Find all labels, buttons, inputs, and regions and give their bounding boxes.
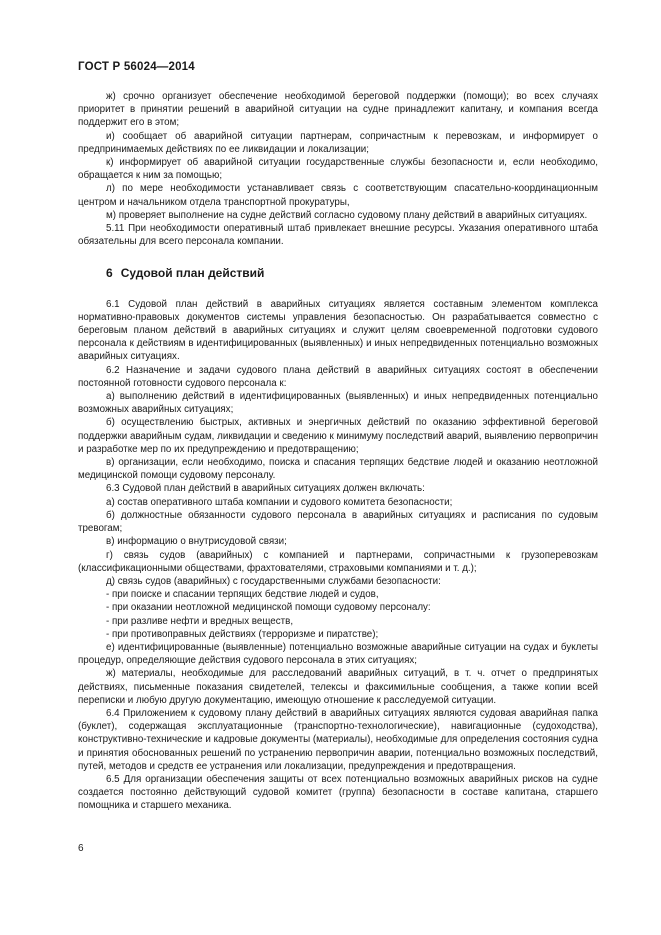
paragraph: 5.11 При необходимости оперативный штаб привлекает внешние ресурсы. Указания оперативного штаба обязательны для всего персонала компании.: [78, 223, 598, 248]
document-header: ГОСТ Р 56024—2014: [78, 61, 195, 73]
dash-list-item: - при разливе нефти и вредных веществ,: [106, 615, 294, 627]
paragraph: л) по мере необходимости устанавливает связь с соответствующим спасательно-координационным центром и начальником отдела транспортной прокуратуры,: [78, 183, 598, 208]
paragraph: е) идентифицированные (выявленные) потенциально возможные аварийные ситуации на судах и буклеты процедур, определяющие действия судового персонала в этих ситуациях;: [78, 641, 598, 667]
paragraph: ж) материалы, необходимые для расследований аварийных ситуаций, в т. ч. отчет о предпринятых действиях, письменные показания свидетелей, телексы и факсимильные сообщения, а также копии всей переписки и любую другую документацию, имеющую отношение к расследуемой ситуации.: [78, 668, 598, 706]
section-title: Судовой план действий: [120, 266, 265, 281]
paragraph: г) связь судов (аварийных) с компанией и партнерами, сопричастными к грузоперевозкам (классификационными обществами, фрахтователями, страховыми компаниями и т. д.);: [78, 549, 598, 574]
paragraph: к) информирует об аварийной ситуации государственные службы безопасности и, если необходимо, обращается к ним за помощью;: [78, 157, 598, 182]
paragraph: в) информацию о внутрисудовой связи;: [106, 536, 287, 548]
paragraph: м) проверяет выполнение на судне действий согласно судовому плану действий в аварийных ситуациях.: [106, 209, 588, 221]
paragraph: а) состав оперативного штаба компании и судового комитета безопасности;: [106, 496, 453, 508]
dash-list-item: - при поиске и спасании терпящих бедствие людей и судов,: [106, 589, 379, 601]
paragraph: б) должностные обязанности судового персонала в аварийных ситуациях и расписания по судовым тревогам;: [78, 509, 598, 535]
paragraph: в) организации, если необходимо, поиска и спасания терпящих бедствие людей и оказанию неотложной медицинской помощи судовому персоналу.: [78, 457, 598, 482]
page-number: 6: [78, 843, 84, 854]
dash-list-item: - при оказании неотложной медицинской помощи судовому персоналу:: [106, 602, 431, 614]
paragraph: а) выполнению действий в идентифицированных (выявленных) и иных непредвиденных потенциально возможных аварийных ситуациях;: [78, 391, 598, 416]
paragraph: и) сообщает об аварийной ситуации партнерам, сопричастным к перевозкам, и информирует о предпринимаемых действиях по ее ликвидации и локализации;: [78, 130, 598, 155]
paragraph: 6.1 Судовой план действий в аварийных ситуациях является составным элементом комплекса нормативно-правовых документов системы управления безопасностью. Он разрабатывается совместно с береговым планом действий в аварийных ситуациях и служит целям своевременной подготовки судового персонала к действиям в идентифицированных (выявленных) и иных непредвиденных потенциально возможных аварийных ситуациях.: [78, 298, 598, 363]
document-body: [78, 90, 598, 813]
paragraph: д) связь судов (аварийных) с государственными службами безопасности:: [106, 575, 441, 587]
section-number: 6: [106, 266, 113, 281]
paragraph: 6.5 Для организации обеспечения защиты от всех потенциально возможных аварийных рисков на судне создается постоянно действующий судовой комитет (группа) безопасности в составе капитана, старшего помощника и старшего механика.: [78, 773, 598, 812]
paragraph: ж) срочно организует обеспечение необходимой береговой поддержки (помощи); во всех случаях приоритет в принятии решений в аварийной ситуации на судне принадлежит капитану, и компания всегда поддержит его в этом;: [78, 91, 598, 129]
paragraph: 6.4 Приложением к судовому плану действий в аварийных ситуациях являются судовая аварийная папка (буклет), содержащая эксплуатационные (транспортно-технологические), навигационные (судоходства), конструктивно-технические и кадровые документы (материалы), необходимые для определения состояния судна и принятия обоснованных решений по устранению первопричин аварии, потенциально возможных последствий, путей, методов и средств ее устранения или локализации, предупреждения и предотвращения.: [78, 707, 598, 772]
dash-list-item: - при противоправных действиях (терроризме и пиратстве);: [106, 628, 379, 640]
paragraph: б) осуществлению быстрых, активных и энергичных действий по оказанию эффективной береговой поддержки аварийным судам, ликвидации и сведению к минимуму последствий аварий, выявлению первопричин и разработке мер по их предупреждению и предотвращению;: [78, 417, 598, 455]
paragraph: 6.2 Назначение и задачи судового плана действий в аварийных ситуациях состоят в обеспечении постоянной готовности судового персонала к:: [78, 364, 598, 389]
section-heading: [106, 267, 598, 280]
paragraph: 6.3 Судовой план действий в аварийных ситуациях должен включать:: [106, 483, 425, 495]
